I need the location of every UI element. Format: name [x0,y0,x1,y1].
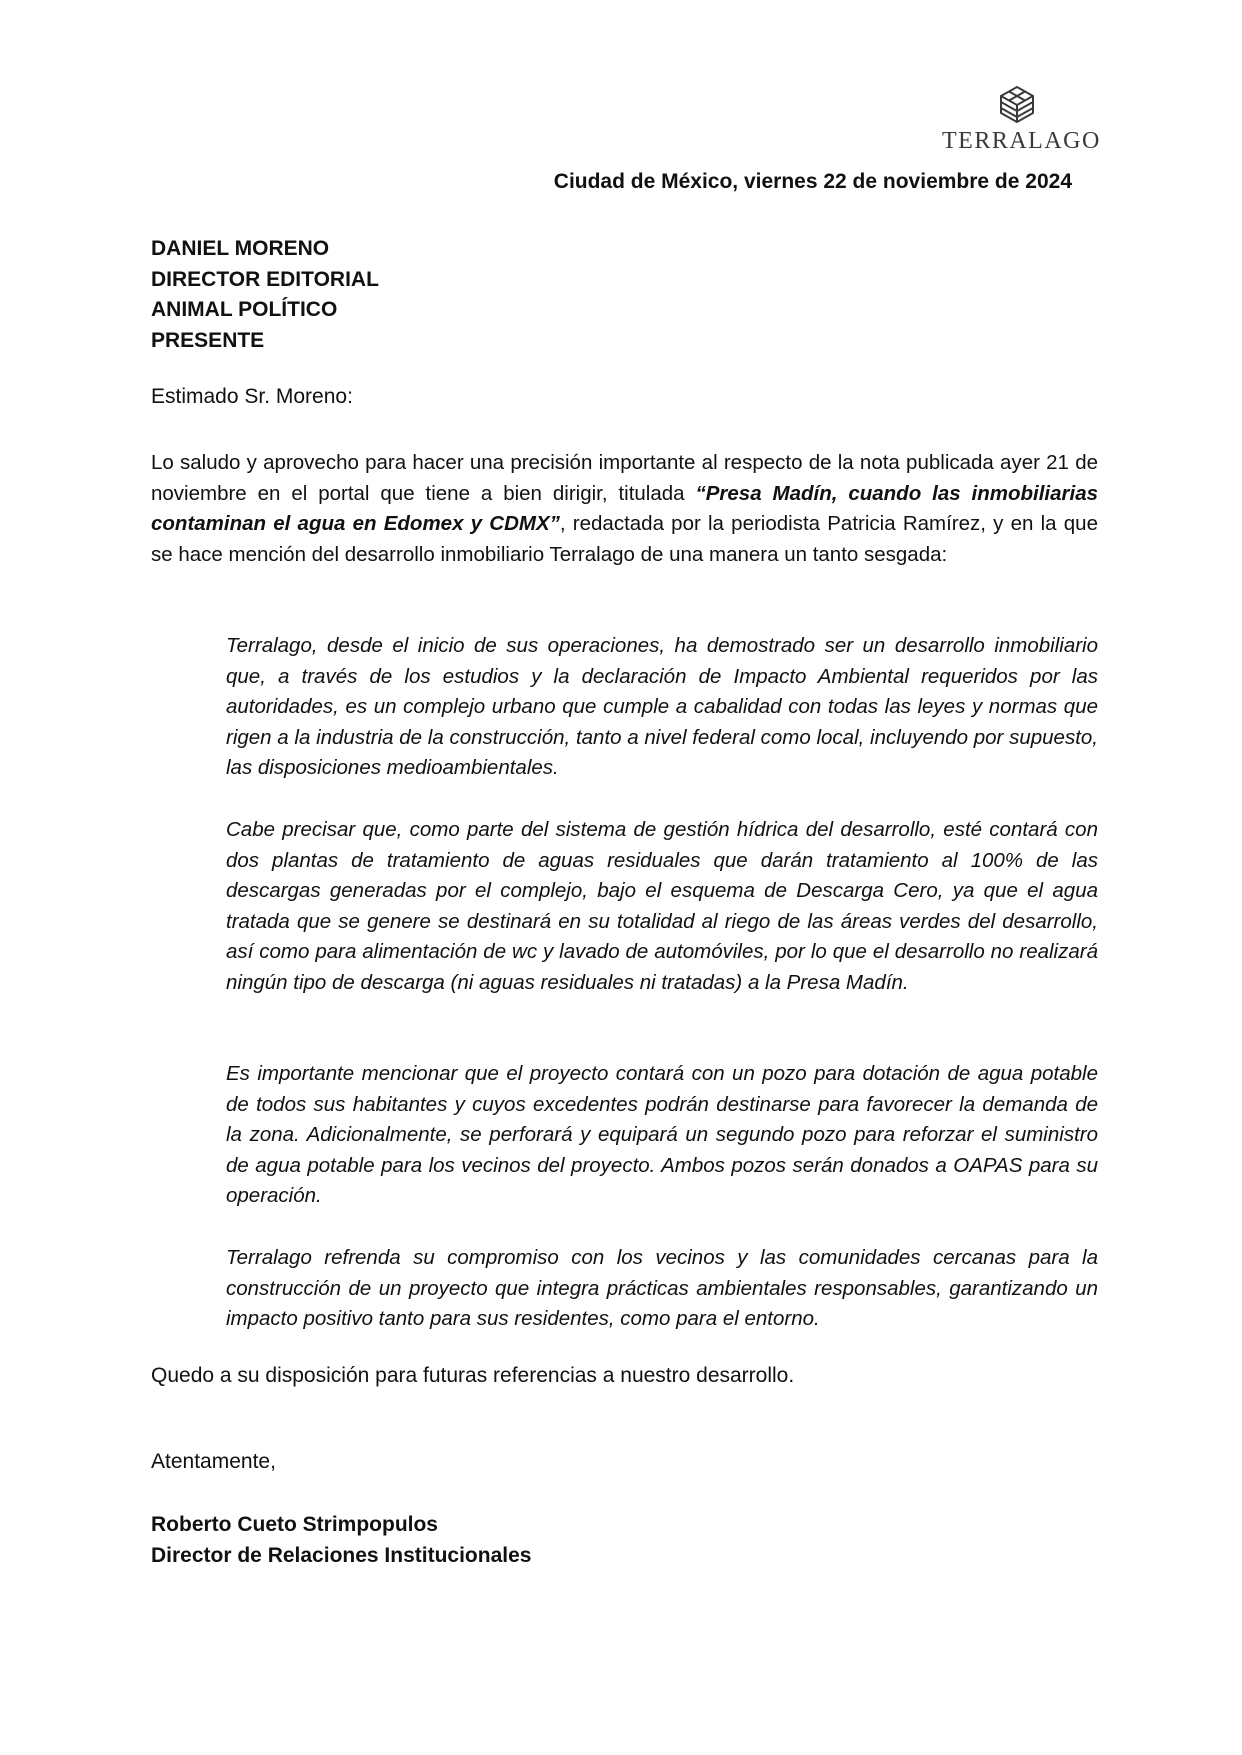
signer-title: Director de Relaciones Institucionales [151,1543,532,1567]
intro-text-before: Lo saludo y aprovecho para hacer una precisión importante al respecto de la nota publicada ayer 21 de noviembre en el portal que tiene a bien dirigir, titulada [151,451,1098,505]
quote-paragraph: Terralago refrenda su compromiso con los vecinos y las comunidades cercanas para la construcción de un proyecto que integra prácticas ambientales responsables, garantizando un impacto positivo tanto para sus residentes, como para el entorno. [226,1246,1098,1330]
recipient-organization: ANIMAL POLÍTICO [151,298,338,321]
letter-date: Ciudad de México, viernes 22 de noviembre de 2024 [553,170,1072,193]
intro-text-after: , redactada por la periodista Patricia Ramírez, y en la que se hace mención del desarrollo inmobiliario Terralago de una manera un tanto sesgada: [151,512,1098,566]
regards: Atentamente, [151,1450,276,1473]
quote-paragraph: Cabe precisar que, como parte del sistema de gestión hídrica del desarrollo, esté contará con dos plantas de tratamiento de aguas residuales que darán tratamiento al 100% de las descargas generadas por el complejo, bajo el esquema de Descarga Cero, ya que el agua tratada que se genere se destinará en su totalidad al riego de las áreas verdes del desarrollo, así como para alimentación de wc y lavado de automóviles, por lo que el desarrollo no realizará ningún tipo de descarga (ni aguas residuales ni tratadas) a la Presa Madín. [226,818,1098,994]
recipient-name: DANIEL MORENO [151,237,330,260]
closing-line: Quedo a su disposición para futuras referencias a nuestro desarrollo. [151,1364,795,1387]
salutation: Estimado Sr. Moreno: [151,385,353,408]
signer-name: Roberto Cueto Strimpopulos [151,1513,438,1536]
quote-paragraph: Es importante mencionar que el proyecto contará con un pozo para dotación de agua potable de todos sus habitantes y cuyos excedentes podrán destinarse para favorecer la demanda de la zona. Adicionalmente, se perforará y equipará un segundo pozo para reforzar el suministro de agua potable para los vecinos del proyecto. Ambos pozos serán donados a OAPAS para su operación. [226,1062,1098,1207]
brand-name: TERRALAGO [942,128,1101,154]
article-title: “Presa Madín, cuando las inmobiliarias contaminan el agua en Edomex y CDMX” [151,481,1098,535]
signature-block [151,1510,531,1571]
recipient-title: DIRECTOR EDITORIAL [151,267,379,291]
intro-paragraph [151,448,1098,570]
recipient-presente: PRESENTE [151,328,265,352]
cube-stack-icon [997,84,1037,126]
recipient-block [151,234,379,356]
terralago-logo [942,84,1101,155]
quote-paragraph: Terralago, desde el inicio de sus operaciones, ha demostrado ser un desarrollo inmobiliario que, a través de los estudios y la declaración de Impacto Ambiental requeridos por las autoridades, es un complejo urbano que cumple a cabalidad con todas las leyes y normas que rigen a la industria de la construcción, tanto a nivel federal como local, incluyendo por supuesto, las disposiciones medioambientales. [226,634,1098,779]
